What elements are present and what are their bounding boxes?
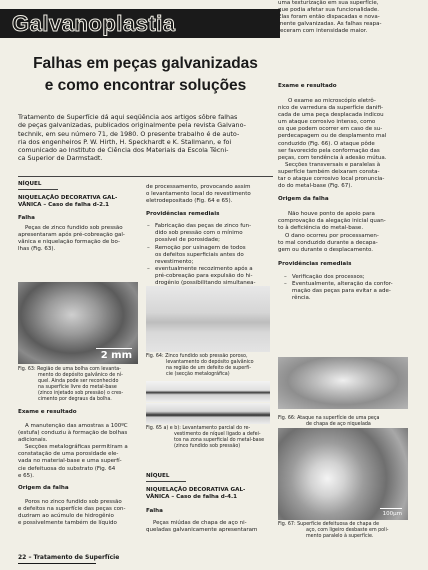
headline-line-2: e como encontrar soluções (44, 77, 247, 94)
intro-paragraph: Tratamento de Superfície dá aqui seqüência aos artigos sôbre falhas de peças galvanizadas, publicados originalmente pela revista Galvano- technik, em seu número 71, de 1980. O presente trabalho é de auto- ria dos engenheiros P. W. Hirth, H. Speckhardt e K. Stallmann, e foi comunicado ao Instituto de Ciência dos Materiais da Escola Técni- ca Superior de Darmstadt. (18, 113, 246, 163)
paragraph: Poros no zinco fundido sob pressão e defeitos na superfície das peças con- duziram ao acúmulo de hidrogênio e possìvelmente também de líquido (18, 498, 126, 527)
list-item: – Remoção por usinagem de todos os defeitos superficiais antes do revestimento; (155, 245, 270, 266)
list-item: – Fabricação das peças de zinco fun- dido sob pressão com o mínimo possível de porosidade; (155, 223, 270, 244)
fig-66-caption: Fig. 66: Ataque na superfície de uma peça de chapa de aço niquelada (278, 416, 380, 427)
column-3: Exame e resultado O exame ao microscópio eletrô- nico de varredura da superfície danifi- cada de uma peça desplacada indicou um ataque corrosivo intenso, como os que podem ocorrer em caso de su- perdecapagem ou de desplamento mal conduzido (Fig. 66). O ataque pôde ser favorecido pela conformação das peças, com tendência à adesão mútua. Secções transversais e paralelas à superfície também deixaram consta- tar o ataque corrosivo local pronuncia- do do metal-base (Fig. 67). Origem da falha Não houve ponto de apoio para comprovação da alegação inicial quan- to à deficiência do metal-base. O dano ocorreu por processamen- to mal conduzido durante a decapa- gem ou durante o desplacamento. Providências remediais – Verificação dos processos; – Eventualmente, alteração da confor- mação das peças para evitar a ade- rência. (278, 83, 408, 302)
section-heading: NÍQUEL (18, 181, 42, 187)
fig-64-photo (146, 286, 270, 352)
fig-67-caption: Fig. 67: Superfície defeituosa de chapa de aço, com ligeiro desbaste em poli- mento paralelo à superfície. (278, 522, 389, 539)
paragraph: Peças miúdas de chapa de aço ni- queladas galvanicamente apresentaram (146, 520, 258, 534)
column-2: de processamento, provocando assim o levantamento local do revestimento eletrodepositado (Fig. 64 e 65). Providências remediais – Fabricação das peças de zinco fun- dido sob pressão com o mínimo possível de porosidade; – Remoção por usinagem de todos os defeitos superficiais antes do revestimento; – eventualmente recozimento após a pré-cobreação para expulsão do hi- drogênio (possibilitando simultanea- (146, 184, 270, 301)
fig-67-photo: 100µm (278, 428, 408, 520)
section-heading: NÍQUEL (146, 473, 170, 479)
paragraph: Não houve ponto de apoio para comprovação da alegação inicial quan- to à deficiência do metal-base. O dano ocorreu por processamen- to mal conduzido durante a decapa- gem ou durante o desplacamento. (278, 211, 386, 253)
fig-63-photo: 2 mm (18, 282, 138, 364)
list-item: – eventualmente recozimento após a pré-cobreação para expulsão do hi- drogênio (possibilitando simultanea- (155, 266, 270, 301)
list-item: – Eventualmente, alteração da confor- mação das peças para evitar a ade- rência. (292, 281, 408, 302)
paragraph: A manutenção das amostras a 100ºC (estufa) conduziu à formação de bolhas adicionais. Secções metalográficas permitiram a constatação de uma porosidade ele- vada no material-base e uma superfí- cie defeituosa do substrato (Fig. 64 e 65). (18, 423, 128, 479)
paragraph: O exame ao microscópio eletrô- nico de varredura da superfície danifi- cada de uma peça desplacada indicou um ataque corrosivo intenso, como os que podem ocorrer em caso de su- perdecapagem ou de desplamento mal conduzido (Fig. 66). O ataque pôde ser favorecido pela conformação das peças, com tendência à adesão mútua. Secções transversais e paralelas à superfície também deixaram consta- tar o ataque corrosivo local pronuncia- do do metal-base (Fig. 67). (278, 98, 387, 190)
section-banner-label: Galvanoplastia (12, 11, 176, 36)
paragraph: Peças de zinco fundido sob pressão apresentaram após pré-cobreação gal- vânica e niquelação formação de bo- lhas (Fig. 63). (18, 225, 125, 253)
paragraph: de processamento, provocando assim o levantamento local do revestimento eletrodepositado (Fig. 64 e 65). (146, 184, 251, 205)
fig-65b-photo (146, 403, 270, 424)
remedial-list (278, 274, 408, 302)
intro-divider (18, 176, 273, 177)
fig-65a-photo (146, 381, 270, 402)
column-2-lower: NÍQUEL NIQUELAÇÃO DECORATIVA GAL- VÂNICA – Caso de falha d-4.1 Falha Peças miúdas de chapa de aço ni- queladas galvanicamente apresentaram (146, 473, 270, 534)
fig-64-caption: Fig. 64: Zinco fundido sob pressão poroso, levantamento do depósito galvânico na região de um defeito de superfí- cie (secção metalográfica) (146, 354, 254, 377)
footer-rule (18, 563, 96, 564)
column-1-lower: Exame e resultado A manutenção das amostras a 100ºC (estufa) conduziu à formação de bolhas adicionais. Secções metalográficas permitiram a constatação de uma porosidade ele- vada no material-base e uma superfí- cie defeituosa do substrato (Fig. 64 e 65). Origem da falha Poros no zinco fundido sob pressão e defeitos na superfície das peças con- duziram ao acúmulo de hidrogênio e possìvelmente também de líquido (18, 409, 138, 527)
headline-line-1: Falhas em peças galvanizadas (33, 55, 258, 72)
fig-63-caption: Fig. 63: Região de uma bolha com levanta- mento do depósito galvânico de ní- quel. Ainda pode ser reconhecido na superfície livre do metal-base (zinco injetado sob pressão) o cres- cimento por degraus da bolha. (18, 367, 124, 402)
page-footer: 22 – Tratamento de Superfície (18, 554, 120, 561)
column-3-top (278, 0, 408, 76)
fig-66-photo (278, 357, 408, 409)
list-item: – Verificação dos processos; (292, 274, 408, 281)
fig-65-caption: Fig. 65 a) e b): Levantamento parcial do re- vestimento de níquel ligado a defei- tos na zona superficial do metal-base (zinco fundido sob pressão) (146, 426, 265, 449)
column-1: NÍQUEL NIQUELAÇÃO DECORATIVA GAL- VÂNICA – Caso de falha d-2.1 Falha Peças de zinco fundido sob pressão apresentaram após pré-cobreação gal- vânica e niquelação formação de bo- lhas (Fig. 63). (18, 181, 138, 253)
paragraph: uma texturização em sua superfície, que podia afetar sua funcionalidade. Elas foram então dispacadas e nova- mente galvanizadas. As falhas reapa- receram com intensidade maior. (278, 0, 382, 35)
